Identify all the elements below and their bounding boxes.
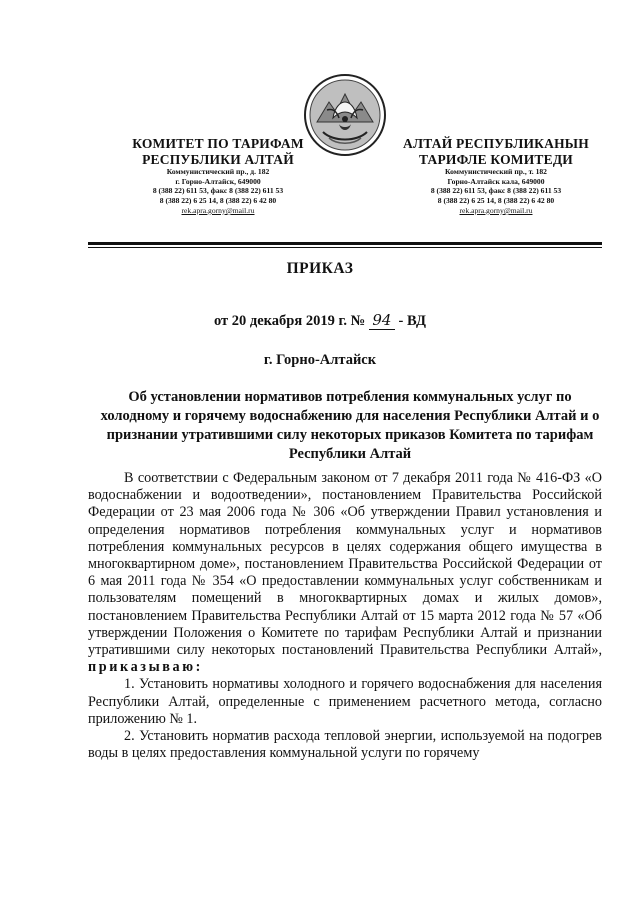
order-date-line bbox=[0, 311, 640, 330]
committee-name-ru-line2: РЕСПУБЛИКИ АЛТАЙ bbox=[142, 151, 294, 167]
email-ru[interactable]: rek.apra.gorny@mail.ru bbox=[181, 205, 255, 215]
document-body bbox=[88, 470, 602, 762]
committee-name-alt-line2: ТАРИФЛЕ КОМИТЕДИ bbox=[418, 151, 574, 167]
header-divider-thick bbox=[88, 242, 602, 245]
header-divider-thin bbox=[88, 247, 602, 248]
phone-ru-line2: 8 (388 22) 6 25 14, 8 (388 22) 6 42 80 bbox=[159, 196, 277, 206]
phone-alt-line2: 8 (388 22) 6 25 14, 8 (388 22) 6 42 80 bbox=[437, 196, 555, 206]
address-ru-line1: Коммунистический пр., д. 182 bbox=[166, 167, 270, 177]
orders-word: приказываю: bbox=[88, 659, 203, 676]
order-date-prefix: от 20 декабря 2019 г. № bbox=[213, 313, 366, 329]
address-alt-line2: Горно-Алтайск кала, 649000 bbox=[447, 176, 545, 186]
header-left-block bbox=[113, 136, 323, 216]
document-city: г. Горно-Алтайск bbox=[263, 352, 377, 368]
intro-paragraph bbox=[88, 470, 602, 676]
phone-ru-line1: 8 (388 22) 611 53, факс 8 (388 22) 611 53 bbox=[152, 186, 284, 196]
order-number-handwritten: 94 bbox=[369, 311, 395, 330]
address-alt-line1: Коммунистический пр., т. 182 bbox=[445, 167, 547, 177]
intro-text: В соответствии с Федеральным законом от 7 декабря 2011 года № 416-ФЗ «О водоснабжении и водоотведении», постановлением Правительства Российской Федерации от 23 мая 2006 года № 306 «Об утверждении Правил установления и определения нормативов потребления коммунальных услуг и нормативов потребления коммунальных ресурсов в целях содержания общего имущества в многоквартирном доме», постановлением Правительства Российской Федерации от 6 мая 2011 года № 354 «О предоставлении коммунальных услуг собственникам и пользователям помещений в многоквартирных домах и жилых домов», постановлением Правительства Республики Алтай от 15 марта 2012 года № 57 «Об утверждении Положения о Комитете по тарифам Республики Алтай и признании утратившими силу некоторых постановлений Правительства Республики Алтай», bbox=[88, 470, 602, 659]
email-alt[interactable]: rek.apra.gorny@mail.ru bbox=[459, 205, 533, 215]
committee-name-alt-line1: АЛТАЙ РЕСПУБЛИКАНЫН bbox=[403, 136, 589, 151]
order-date-suffix: - ВД bbox=[398, 313, 427, 329]
document-title: ПРИКАЗ bbox=[286, 260, 354, 277]
header-right-block bbox=[391, 136, 601, 216]
committee-name-ru-line1: КОМИТЕТ ПО ТАРИФАМ bbox=[132, 136, 304, 151]
item-1-paragraph: 1. Установить нормативы холодного и горячего водоснабжения для населения Республики Алтай, определенные с применением расчетного метода, согласно приложению № 1. bbox=[88, 676, 602, 727]
item-2-paragraph: 2. Установить норматив расхода тепловой энергии, используемой на подогрев воды в целях предоставления коммунальной услуги по горячему bbox=[88, 728, 602, 762]
document-subject: Об установлении нормативов потребления коммунальных услуг по холодному и горячему водоснабжению для населения Республики Алтай и о признании утратившими силу некоторых приказов Комитета по тарифам Республики Алтай bbox=[100, 389, 600, 462]
address-ru-line2: г. Горно-Алтайск, 649000 bbox=[175, 176, 261, 186]
phone-alt-line1: 8 (388 22) 611 53, факс 8 (388 22) 611 53 bbox=[430, 186, 562, 196]
